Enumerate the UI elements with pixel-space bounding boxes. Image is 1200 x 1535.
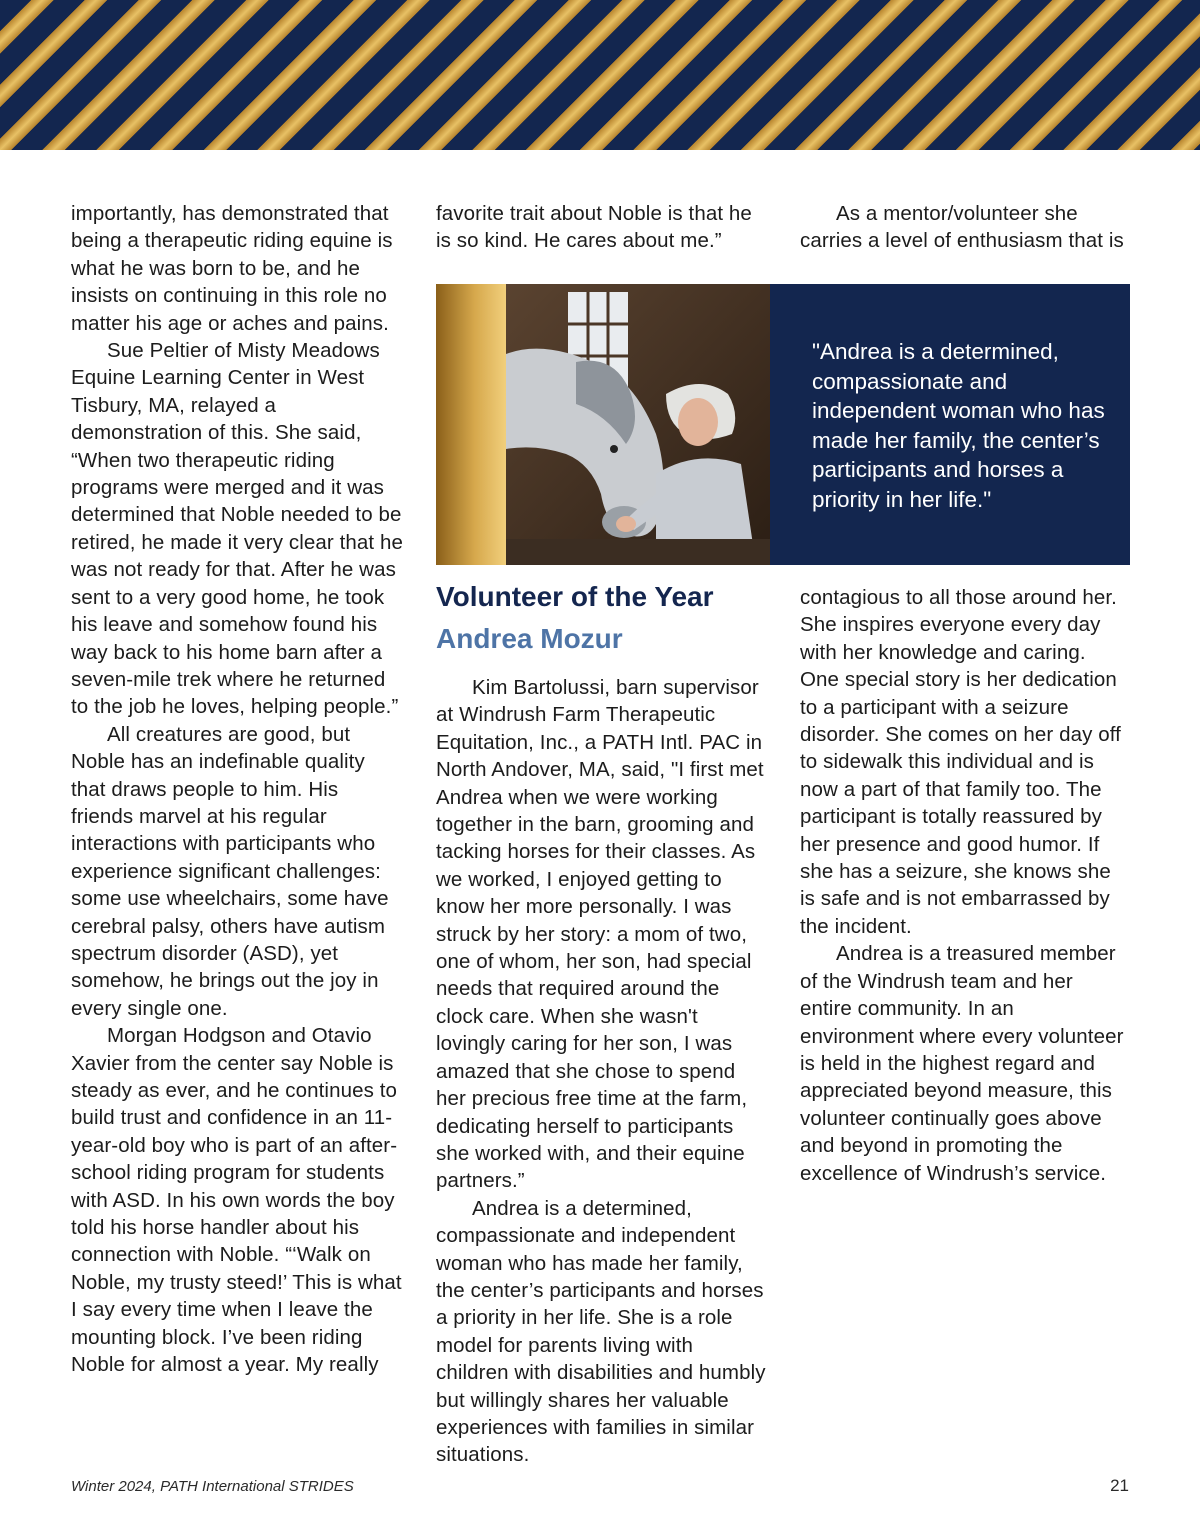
paragraph: As a mentor/volunteer she carries a level of enthusiasm that is [800,202,1124,253]
gold-accent-bar [436,284,506,565]
article-column-middle-top [436,200,766,255]
publication-footer: Winter 2024, PATH International STRIDES [71,1478,354,1495]
paragraph: Andrea is a treasured member of the Windrush team and her entire community. In an environment where every volunteer is held in the highest regard and appreciated beyond measure, this volunteer continually goes above and beyond in promoting the excellence of Windrush’s service. [800,942,1124,1185]
article-column-right-top [800,200,1130,255]
paragraph: All creatures are good, but Noble has an indefinable quality that draws people to him. His friends marvel at his regular interactions with participants who experience significant challenges: some use wheelchairs, some have cerebral palsy, others have autism spectrum disorder (ASD), yet somehow, he brings out the joy in every single one. [71,722,389,1020]
photo-illustration [506,284,770,565]
paragraph: Kim Bartolussi, barn supervisor at Windrush Farm Therapeutic Equitation, Inc., a PATH Intl. PAC in North Andover, MA, said, "I first met Andrea when we were working together in the barn, grooming and tacking horses for their classes. As we worked, I enjoyed getting to know her more personally. I was struck by her story: a mom of two, one of whom, her son, had special needs that required around the clock care. When she wasn't lovingly caring for her son, I was amazed that she chose to spend her precious free time at the farm, dedicating herself to participants she worked with, and their equine partners.” [436,676,764,1193]
paragraph: Morgan Hodgson and Otavio Xavier from the center say Noble is steady as ever, and he continues to build trust and confidence in an 11-year-old boy who is part of an after-school riding program for students with ASD. In his own words the boy told his horse handler about his connection with Noble. “‘Walk on Noble, my trusty steed!’ This is what I say every time when I leave the mounting block. I’ve been riding Noble for almost a year. My really [71,1024,402,1377]
page-number: 21 [1110,1476,1129,1495]
article-column-middle-bottom [436,674,766,1469]
paragraph: contagious to all those around her. She inspires everyone every day with her knowledge and caring. One special story is her dedication to a participant with a seizure disorder. She comes on her day off to sidewalk this individual and is now a part of that family too. The participant is totally reassured by her presence and good humor. If she has a seizure, she knows she is safe and is not embarrassed by the incident. [800,586,1121,938]
volunteer-with-horse-photo [506,284,770,565]
section-heading: Volunteer of the Year [436,581,714,612]
pull-quote: "Andrea is a determined, compassionate and independent woman who has made her family, the center’s participants and horses a priority in her life." [812,339,1105,512]
paragraph: Sue Peltier of Misty Meadows Equine Learning Center in West Tisbury, MA, relayed a demonstration of this. She said, “When two therapeutic riding programs were merged and it was determined that Noble needed to be retired, he made it very clear that he was not ready for that. After he was sent to a very good home, he took his leave and somehow found his way back to his home barn after a seven-mile trek where he returned to the job he loves, helping people.” [71,339,403,719]
article-column-right-bottom [800,584,1130,1187]
section-subheading: Andrea Mozur [436,623,623,654]
feature-photo-quote-panel [436,284,1130,565]
decorative-stripe-banner [0,0,1200,150]
article-column-left [71,200,403,1378]
paragraph: importantly, has demonstrated that being a therapeutic riding equine is what he was born to be, and he insists on continuing in this role no matter his age or aches and pains. [71,202,393,335]
paragraph: favorite trait about Noble is that he is so kind. He cares about me.” [436,202,752,253]
paragraph: Andrea is a determined, compassionate and independent woman who has made her family, the center’s participants and horses a priority in her life. She is a role model for parents living with children with disabilities and humbly but willingly shares her valuable experiences with families in similar situations. [436,1196,766,1467]
